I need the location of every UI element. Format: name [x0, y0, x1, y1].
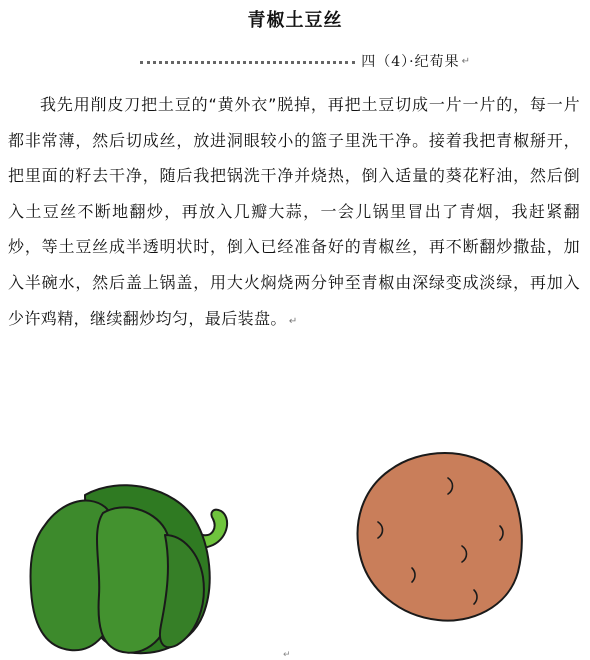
paragraph-mark-icon: ↵: [283, 650, 291, 660]
body-paragraph: [8, 87, 580, 339]
paragraph-mark-icon: ↵: [288, 315, 298, 327]
paragraph-mark-icon: ↵: [461, 55, 470, 67]
byline: [140, 50, 470, 72]
green-pepper-illustration: [25, 465, 240, 660]
document-title: 青椒土豆丝: [247, 10, 343, 31]
dotted-leader: [140, 61, 355, 64]
potato-illustration: [350, 440, 525, 625]
body-text: 我先用削皮刀把土豆的“黄外衣”脱掉，再把土豆切成一片一片的，每一片都非常薄，然后切成丝，放进洞眼较小的篮子里洗干净。接着我把青椒掰开，把里面的籽去干净，随后我把锅洗干净并烧热，倒入适量的葵花籽油，然后倒入土豆丝不断地翻炒，再放入几瓣大蒜，一会儿锅里冒出了青烟，我赶紧翻炒，等土豆丝成半透明状时，倒入已经准备好的青椒丝，再不断翻炒撒盐，加入半碗水，然后盖上锅盖，用大火焖烧两分钟至青椒由深绿变成淡绿，再加入少许鸡精，继续翻炒均匀，最后装盘。: [8, 95, 580, 328]
author-byline: 四（4）·纪荀果: [361, 54, 460, 70]
